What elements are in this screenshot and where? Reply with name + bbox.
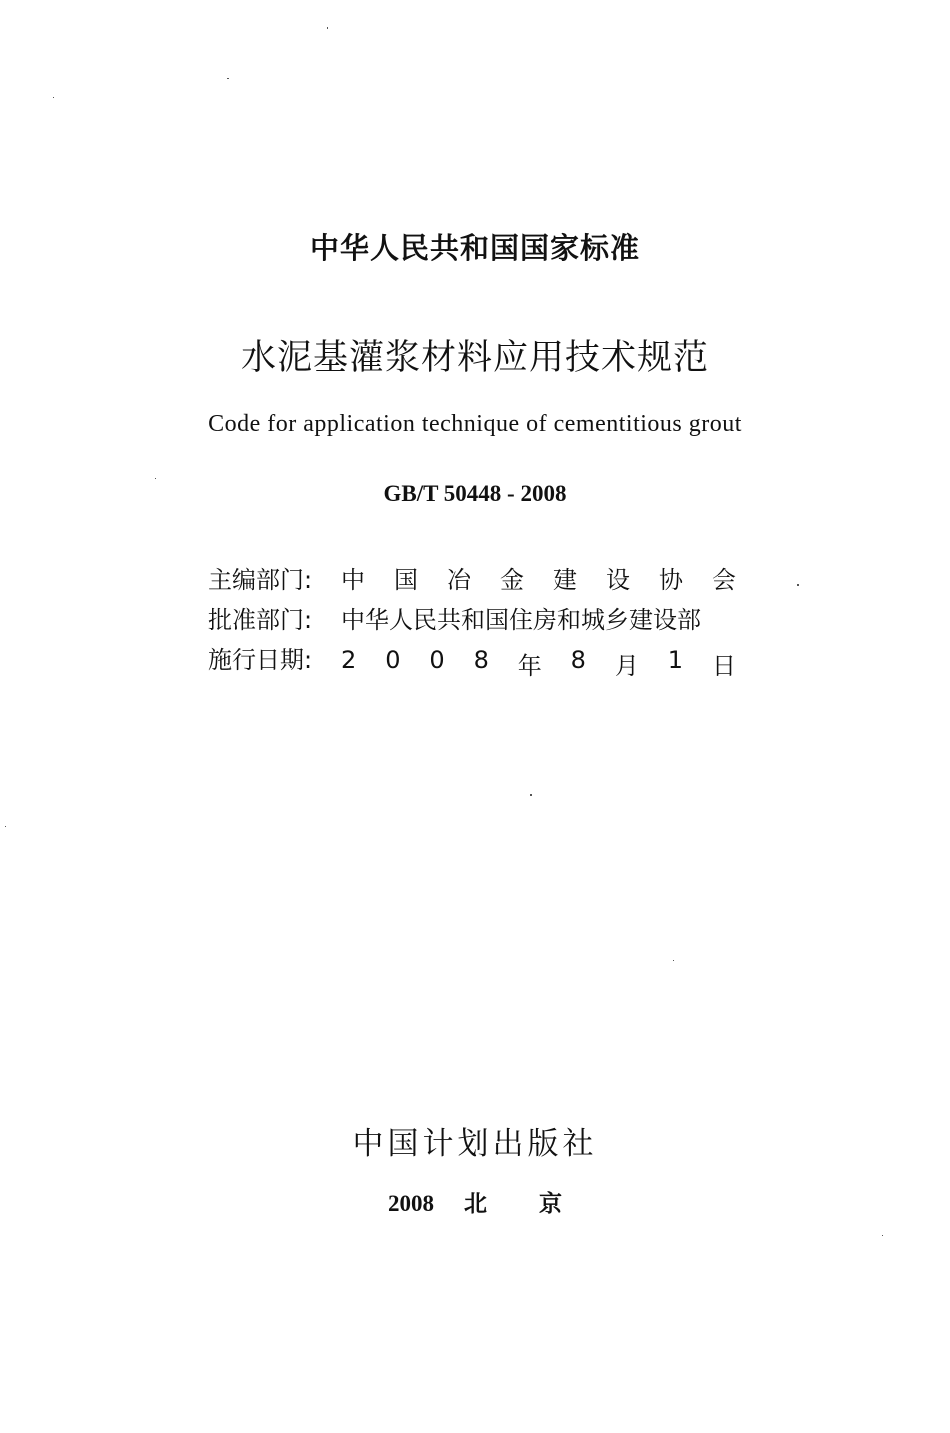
spaced-char: 国 (394, 566, 418, 594)
approver-value: 中华人民共和国住房和城乡建设部 (341, 606, 701, 634)
standard-number: GB/T 50448 - 2008 (383, 481, 567, 506)
scan-speck (5, 826, 6, 827)
spaced-char: 设 (606, 566, 630, 594)
editor-row (208, 560, 748, 600)
effective-date-label: 施行日期: (208, 646, 313, 674)
scan-speck (882, 1235, 883, 1236)
spaced-char: 年 (517, 652, 542, 680)
spaced-char: 会 (712, 566, 736, 594)
spaced-char: 建 (553, 566, 577, 594)
english-title: Code for application technique of cementitious grout (208, 411, 742, 437)
spaced-char: 0 (429, 646, 445, 674)
spaced-char: 2 (341, 646, 357, 674)
approver-label: 批准部门: (208, 606, 313, 634)
scan-speck (155, 478, 156, 479)
publication-info (208, 560, 748, 680)
publication-year: 2008 (388, 1191, 434, 1216)
publisher-name: 中国计划出版社 (352, 1126, 598, 1162)
effective-date-value (338, 646, 748, 681)
spaced-char: 0 (385, 646, 401, 674)
spaced-char: 冶 (447, 566, 471, 594)
spaced-char: 月 (614, 652, 639, 680)
scan-speck (327, 27, 328, 29)
editor-value-chars (341, 560, 736, 595)
scan-speck (530, 794, 532, 796)
scan-speck (673, 960, 674, 961)
spaced-char: 8 (570, 646, 586, 674)
approver-row (208, 600, 748, 640)
editor-label: 主编部门: (208, 566, 313, 594)
spaced-char: 1 (667, 646, 684, 674)
spaced-char: 金 (500, 566, 524, 594)
spaced-char: 日 (711, 652, 736, 680)
editor-value (338, 560, 748, 595)
spaced-char: 中 (341, 566, 365, 594)
scan-speck (227, 78, 229, 79)
spaced-char: 8 (473, 646, 489, 674)
spaced-char: 协 (659, 566, 683, 594)
chinese-title: 水泥基灌浆材料应用技术规范 (240, 338, 709, 378)
publication-place (0, 1185, 950, 1218)
scan-speck (797, 584, 799, 586)
effective-date-row (208, 640, 748, 680)
publication-city-first: 北 (464, 1191, 487, 1216)
publication-city-second: 京 (539, 1191, 562, 1216)
effective-date-chars (341, 646, 736, 681)
scan-speck (53, 97, 54, 98)
standard-type-heading: 中华人民共和国国家标准 (309, 231, 640, 265)
